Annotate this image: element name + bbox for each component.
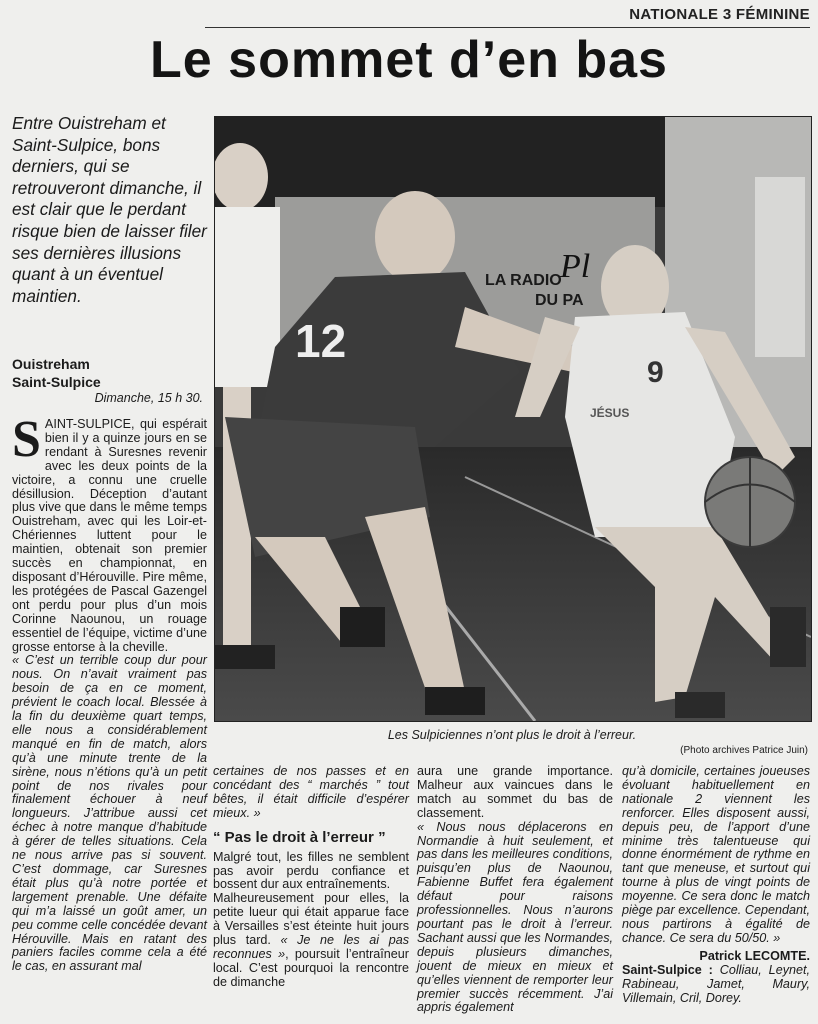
col3-paragraph-1: aura une grande importance. Malheur aux vaincues dans le match au sommet du bas de classement. [417,764,613,820]
match-date: Dimanche, 15 h 30. [94,391,203,405]
handler-shoe [675,692,725,718]
article-column-4 [622,765,810,1005]
article-column-1 [12,411,207,974]
roster-list: Colliau, Leynet, Rabineau, Jamet, Maury, Villemain, Cril, Dorey. [622,962,810,1005]
handler-shoe-2 [770,607,806,667]
author-signature: Patrick LECOMTE. [699,948,810,963]
headline: Le sommet d’en bas [150,31,668,89]
defender-number: 12 [295,315,347,367]
handler-jersey-text: JÉSUS [590,406,630,420]
player-left-shoe [215,645,275,669]
photo-credit: (Photo archives Patrice Juin) [680,745,808,756]
match-box [12,355,207,405]
col2-quote: « Je ne les ai pas reconnues » [213,933,409,961]
defender-head [375,191,455,283]
banner-text-1: LA RADIO [485,272,562,289]
section-rubric: NATIONALE 3 FÉMININE [629,6,810,23]
photo-illustration [215,117,811,721]
match-team-2: Saint-Sulpice [12,374,101,390]
match-team-1: Ouistreham [12,356,90,372]
handler-number: 9 [647,356,664,389]
col1-paragraph-2: « C’est un terrible coup dur pour nous. On n’avait vraiment pas besoin de ça en ce moment, prévient le coach local. Blessée à la fin du deuxième quart temps, elle nous a considérablement manqué en fin de match, alors qu’à une minute trente de la sirène, nous n’étions qu’à un petit point de nos rivales pour finalement échouer à neuf longueurs. J’attribue aussi cet échec à notre manque d’habitude à gérer de telles situations. Cela ne nous arrive pas si souvent. C’est dommage, car Suresnes était plus qu’à notre portée et largement prenable. Une défaite qui m’a laissé un goût amer, un peu comme celle concédée devant Hérouville. Mais en ratant des paniers faciles comme cela a été le cas, en assurant mal [12,653,207,974]
col2-paragraph-1: certaines de nos passes et en concédant des “ marchés ” tout bêtes, il était difficile d’espérer mieux. » [213,764,409,820]
col3-paragraph-2: « Nous nous déplacerons en Normandie à huit seulement, et pas dans les meilleures conditions, puisqu’en plus de Naounou, Fabienne Buffet fera également défaut pour raisons professionnelles. Nous n’aurons pourtant pas le droit à l’erreur. Sachant aussi que les Normandes, depuis plusieurs dimanches, jouent de mieux en mieux et qu’elles viennent de remporter leur premier succès récemment. J’ai appris également [417,819,613,1015]
col2-paragraph-3c: , poursuit l’entraîneur local. C’est pourquoi la rencontre de dimanche [213,946,409,989]
player-left-shirt [215,207,280,387]
article-column-2 [213,765,409,990]
subheading: “ Pas le droit à l’erreur ” [213,828,386,846]
article-column-3 [417,765,613,1015]
col4-paragraph-1: qu’à domicile, certaines joueuses évoluant habituellement en nationale 2 viennent les renforcer. Elles disposent aussi, depuis peu, de l’apport d’une minime très talentueuse qui donne énormément de rythme en tant que meneuse, et surtout qui tourne à plus de vingt points de moyenne. Ce sera donc le match piège par excellence. Cependant, nous partirons à égalité de chance. Ce sera du 50/50. » [622,764,810,945]
photo-caption: Les Sulpiciennes n’ont plus le droit à l’erreur. [387,728,637,742]
drop-cap: S [12,411,41,468]
banner-text-2: DU PA [535,292,584,309]
col2-paragraph-3a: Malheureusement pour elles, la petite lueur qui était apparue face à Versailles s’est éteinte huit jours plus tard. [213,891,409,948]
col1-paragraph-1: AINT-SULPICE, qui espérait bien il y a quinze jours en se rendant à Suresnes revenir avec les deux points de la victoire, a connu une cruelle désillusion. Déception d’autant plus vive que dans le même temps Ouistreham, avec qui les Loir-et-Chériennes luttent pour le maintien, obtenait son premier succès en championnat, en disposant d’Hérouville. Pire même, les protégées de Pascal Gazengel ont perdu pour plus d’un mois Corinne Naounou, un rouage essentiel de l’équipe, victime d’une grosse entorse à la cheville. [12,417,207,654]
roster-label: Saint-Sulpice : [622,962,713,977]
defender-shoe-2 [340,607,385,647]
banner-brand: Pl [560,248,591,285]
top-rule [205,27,810,28]
defender-shoe [425,687,485,715]
notice-board [755,177,805,357]
col2-paragraph-2: Malgré tout, les filles ne semblent pas avoir perdu confiance et bossent dur aux entraînements. [213,849,409,892]
basketball-photo [214,116,812,722]
chapo: Entre Ouistreham et Saint-Sulpice, bons derniers, qui se retrouveront dimanche, il est clair que le perdant risque bien de laisser filer ses dernières illusions quant à un éventuel maintien. [12,113,207,306]
